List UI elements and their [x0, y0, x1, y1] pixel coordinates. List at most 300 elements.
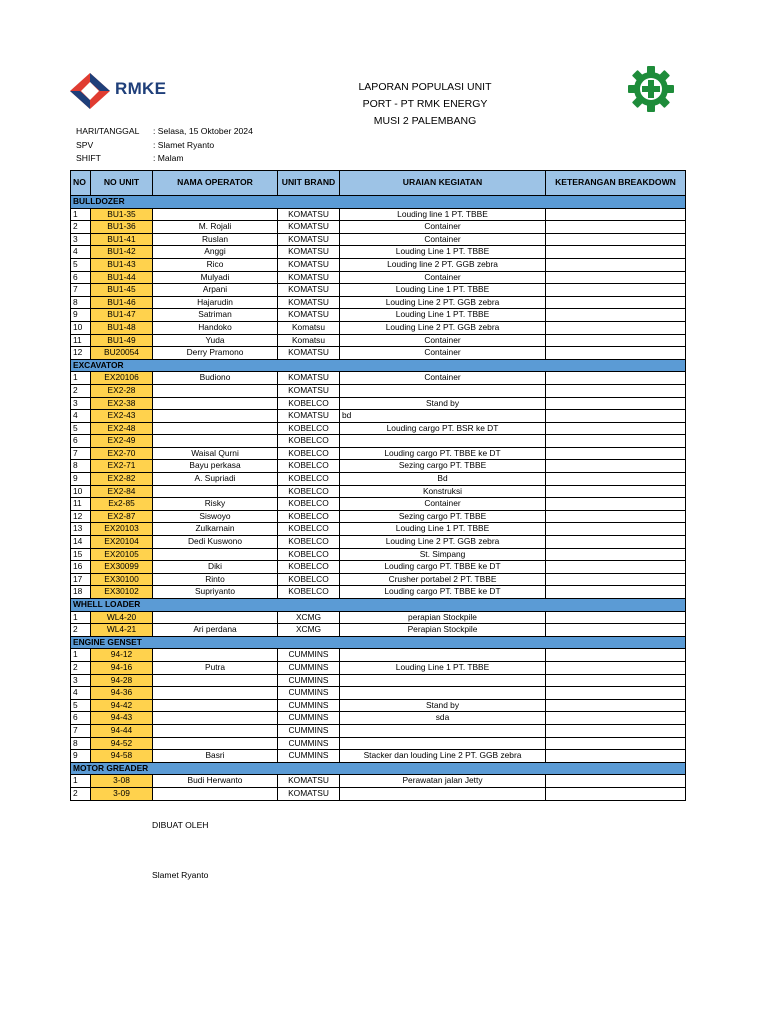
unit-brand-cell: KOBELCO [278, 422, 340, 435]
table-row [71, 422, 686, 435]
unit-brand-cell: KOMATSU [278, 372, 340, 385]
operator-name-cell [153, 410, 278, 423]
breakdown-note-cell [546, 724, 686, 737]
unit-brand-cell: KOBELCO [278, 435, 340, 448]
activity-cell: Stand by [340, 699, 546, 712]
activity-cell: Louding cargo PT. TBBE ke DT [340, 447, 546, 460]
activity-cell: Perapian Stockpile [340, 624, 546, 637]
breakdown-note-cell [546, 271, 686, 284]
breakdown-note-cell [546, 435, 686, 448]
activity-cell [340, 737, 546, 750]
operator-name-cell: Supriyanto [153, 586, 278, 599]
table-row [71, 737, 686, 750]
operator-name-cell: Satriman [153, 309, 278, 322]
unit-number-cell: EX2-87 [91, 510, 153, 523]
unit-brand-cell: XCMG [278, 611, 340, 624]
table-row [71, 208, 686, 221]
activity-cell: Louding line 1 PT. TBBE [340, 208, 546, 221]
activity-cell: Louding Line 1 PT. TBBE [340, 523, 546, 536]
operator-name-cell: Ari perdana [153, 624, 278, 637]
activity-cell: Stand by [340, 397, 546, 410]
company-logo [68, 71, 198, 111]
breakdown-note-cell [546, 750, 686, 763]
section-title: ENGINE GENSET [71, 636, 686, 649]
table-row [71, 510, 686, 523]
breakdown-note-cell [546, 699, 686, 712]
row-number-cell: 1 [71, 775, 91, 788]
unit-brand-cell: KOMATSU [278, 309, 340, 322]
activity-cell: Louding Line 2 PT. GGB zebra [340, 296, 546, 309]
breakdown-note-cell [546, 687, 686, 700]
table-row [71, 258, 686, 271]
unit-brand-cell: KOMATSU [278, 787, 340, 800]
activity-cell [340, 724, 546, 737]
section-title: MOTOR GREADER [71, 762, 686, 775]
row-number-cell: 1 [71, 611, 91, 624]
row-number-cell: 7 [71, 724, 91, 737]
activity-cell: Louding Line 1 PT. TBBE [340, 284, 546, 297]
row-number-cell: 11 [71, 334, 91, 347]
unit-brand-cell: KOMATSU [278, 271, 340, 284]
table-row [71, 498, 686, 511]
unit-number-cell: 94-16 [91, 661, 153, 674]
activity-cell: bd [340, 410, 546, 423]
operator-name-cell [153, 208, 278, 221]
row-number-cell: 5 [71, 258, 91, 271]
signer-name: Slamet Ryanto [152, 870, 209, 880]
table-row [71, 397, 686, 410]
unit-brand-cell: KOBELCO [278, 523, 340, 536]
section-row [71, 196, 686, 209]
breakdown-note-cell [546, 296, 686, 309]
breakdown-note-cell [546, 410, 686, 423]
unit-number-cell: Ex2-85 [91, 498, 153, 511]
section-title: BULLDOZER [71, 196, 686, 209]
row-number-cell: 1 [71, 372, 91, 385]
section-row [71, 762, 686, 775]
unit-brand-cell: KOBELCO [278, 548, 340, 561]
unit-number-cell: EX2-84 [91, 485, 153, 498]
row-number-cell: 2 [71, 384, 91, 397]
section-row [71, 636, 686, 649]
table-row [71, 561, 686, 574]
unit-brand-cell: KOBELCO [278, 485, 340, 498]
unit-number-cell: BU1-46 [91, 296, 153, 309]
table-row [71, 221, 686, 234]
unit-brand-cell: CUMMINS [278, 674, 340, 687]
table-row [71, 586, 686, 599]
activity-cell: Container [340, 334, 546, 347]
unit-number-cell: EX2-49 [91, 435, 153, 448]
operator-name-cell: Waisal Qurni [153, 447, 278, 460]
title-line-3: MUSI 2 PALEMBANG [373, 115, 477, 127]
unit-number-cell: EX2-71 [91, 460, 153, 473]
column-header: KETERANGAN BREAKDOWN [546, 171, 686, 196]
unit-brand-cell: CUMMINS [278, 687, 340, 700]
operator-name-cell: Risky [153, 498, 278, 511]
operator-name-cell: Handoko [153, 321, 278, 334]
row-number-cell: 2 [71, 221, 91, 234]
activity-cell: Louding cargo PT. BSR ke DT [340, 422, 546, 435]
activity-cell: Louding Line 2 PT. GGB zebra [340, 321, 546, 334]
activity-cell: Container [340, 221, 546, 234]
unit-number-cell: 94-44 [91, 724, 153, 737]
operator-name-cell [153, 712, 278, 725]
unit-number-cell: EX2-48 [91, 422, 153, 435]
breakdown-note-cell [546, 661, 686, 674]
table-row [71, 649, 686, 662]
unit-brand-cell: KOMATSU [278, 258, 340, 271]
breakdown-note-cell [546, 674, 686, 687]
operator-name-cell [153, 674, 278, 687]
row-number-cell: 4 [71, 687, 91, 700]
unit-number-cell: 94-12 [91, 649, 153, 662]
activity-cell: Sezing cargo PT. TBBE [340, 460, 546, 473]
breakdown-note-cell [546, 523, 686, 536]
breakdown-note-cell [546, 334, 686, 347]
unit-number-cell: BU20054 [91, 347, 153, 360]
table-row [71, 523, 686, 536]
unit-number-cell: EX30102 [91, 586, 153, 599]
unit-number-cell: EX2-82 [91, 473, 153, 486]
unit-brand-cell: KOMATSU [278, 296, 340, 309]
row-number-cell: 4 [71, 246, 91, 259]
table-body [71, 196, 686, 801]
meta-value: : Malam [153, 153, 184, 163]
unit-number-cell: BU1-44 [91, 271, 153, 284]
table-row [71, 699, 686, 712]
breakdown-note-cell [546, 447, 686, 460]
unit-brand-cell: CUMMINS [278, 737, 340, 750]
activity-cell: Container [340, 271, 546, 284]
unit-number-cell: 94-43 [91, 712, 153, 725]
unit-number-cell: 94-28 [91, 674, 153, 687]
operator-name-cell [153, 724, 278, 737]
meta-label: SHIFT [76, 153, 101, 163]
operator-name-cell: Derry Pramono [153, 347, 278, 360]
row-number-cell: 9 [71, 473, 91, 486]
column-header: NO UNIT [91, 171, 153, 196]
row-number-cell: 8 [71, 296, 91, 309]
table-row [71, 296, 686, 309]
section-title: EXCAVATOR [71, 359, 686, 372]
row-number-cell: 2 [71, 787, 91, 800]
row-number-cell: 10 [71, 321, 91, 334]
breakdown-note-cell [546, 284, 686, 297]
unit-brand-cell: KOMATSU [278, 246, 340, 259]
operator-name-cell: Mulyadi [153, 271, 278, 284]
activity-cell: Stacker dan louding Line 2 PT. GGB zebra [340, 750, 546, 763]
breakdown-note-cell [546, 309, 686, 322]
operator-name-cell [153, 787, 278, 800]
report-title [250, 79, 600, 130]
activity-cell: Louding cargo PT. TBBE ke DT [340, 586, 546, 599]
breakdown-note-cell [546, 221, 686, 234]
table-row [71, 775, 686, 788]
meta-label: SPV [76, 139, 94, 150]
activity-cell: Perawatan jalan Jetty [340, 775, 546, 788]
unit-number-cell: EX2-70 [91, 447, 153, 460]
activity-cell [340, 687, 546, 700]
unit-number-cell: WL4-21 [91, 624, 153, 637]
operator-name-cell [153, 737, 278, 750]
operator-name-cell: Basri [153, 750, 278, 763]
activity-cell [340, 787, 546, 800]
unit-number-cell: BU1-49 [91, 334, 153, 347]
meta-label: HARI/TANGGAL [76, 126, 140, 136]
unit-brand-cell: KOBELCO [278, 573, 340, 586]
activity-cell: Louding Line 1 PT. TBBE [340, 661, 546, 674]
title-line-1: LAPORAN POPULASI UNIT [358, 81, 492, 93]
logo-text: RMKE [115, 79, 167, 98]
activity-cell: Louding line 2 PT. GGB zebra [340, 258, 546, 271]
unit-brand-cell: KOBELCO [278, 536, 340, 549]
row-number-cell: 3 [71, 397, 91, 410]
operator-name-cell: Rinto [153, 573, 278, 586]
row-number-cell: 8 [71, 460, 91, 473]
table-row [71, 750, 686, 763]
unit-number-cell: EX20106 [91, 372, 153, 385]
row-number-cell: 7 [71, 447, 91, 460]
column-header: NO [71, 171, 91, 196]
row-number-cell: 2 [71, 624, 91, 637]
table-row [71, 674, 686, 687]
unit-brand-cell: KOMATSU [278, 284, 340, 297]
breakdown-note-cell [546, 233, 686, 246]
operator-name-cell: Dedi Kuswono [153, 536, 278, 549]
table-row [71, 284, 686, 297]
row-number-cell: 8 [71, 737, 91, 750]
row-number-cell: 9 [71, 309, 91, 322]
breakdown-note-cell [546, 246, 686, 259]
breakdown-note-cell [546, 775, 686, 788]
activity-cell [340, 649, 546, 662]
unit-brand-cell: CUMMINS [278, 661, 340, 674]
unit-brand-cell: KOBELCO [278, 473, 340, 486]
row-number-cell: 3 [71, 233, 91, 246]
unit-number-cell: 94-36 [91, 687, 153, 700]
unit-brand-cell: KOMATSU [278, 221, 340, 234]
made-by-label: DIBUAT OLEH [152, 820, 209, 830]
table-row [71, 485, 686, 498]
table-header-row [71, 171, 686, 196]
unit-number-cell: BU1-36 [91, 221, 153, 234]
breakdown-note-cell [546, 208, 686, 221]
unit-brand-cell: CUMMINS [278, 712, 340, 725]
operator-name-cell [153, 435, 278, 448]
breakdown-note-cell [546, 498, 686, 511]
table-row [71, 309, 686, 322]
table-row [71, 712, 686, 725]
operator-name-cell [153, 384, 278, 397]
k3-safety-gear-icon [627, 65, 675, 113]
activity-cell [340, 674, 546, 687]
activity-cell: Konstruksi [340, 485, 546, 498]
row-number-cell: 5 [71, 699, 91, 712]
section-title: WHELL LOADER [71, 599, 686, 612]
operator-name-cell: Putra [153, 661, 278, 674]
breakdown-note-cell [546, 548, 686, 561]
row-number-cell: 6 [71, 435, 91, 448]
operator-name-cell [153, 649, 278, 662]
section-row [71, 359, 686, 372]
section-row [71, 599, 686, 612]
unit-number-cell: BU1-35 [91, 208, 153, 221]
table-row [71, 447, 686, 460]
row-number-cell: 17 [71, 573, 91, 586]
activity-cell: Bd [340, 473, 546, 486]
row-number-cell: 4 [71, 410, 91, 423]
row-number-cell: 3 [71, 674, 91, 687]
operator-name-cell [153, 548, 278, 561]
row-number-cell: 15 [71, 548, 91, 561]
row-number-cell: 12 [71, 347, 91, 360]
operator-name-cell: Ruslan [153, 233, 278, 246]
breakdown-note-cell [546, 347, 686, 360]
unit-number-cell: 94-42 [91, 699, 153, 712]
operator-name-cell: Diki [153, 561, 278, 574]
table-row [71, 460, 686, 473]
activity-cell: Louding cargo PT. TBBE ke DT [340, 561, 546, 574]
breakdown-note-cell [546, 737, 686, 750]
column-header: URAIAN KEGIATAN [340, 171, 546, 196]
unit-number-cell: WL4-20 [91, 611, 153, 624]
unit-brand-cell: KOBELCO [278, 397, 340, 410]
breakdown-note-cell [546, 787, 686, 800]
table-row [71, 573, 686, 586]
activity-cell: sda [340, 712, 546, 725]
unit-brand-cell: CUMMINS [278, 750, 340, 763]
unit-brand-cell: KOMATSU [278, 775, 340, 788]
unit-number-cell: 94-52 [91, 737, 153, 750]
breakdown-note-cell [546, 536, 686, 549]
table-row [71, 661, 686, 674]
breakdown-note-cell [546, 485, 686, 498]
activity-cell: Container [340, 372, 546, 385]
operator-name-cell: Rico [153, 258, 278, 271]
unit-number-cell: EX2-28 [91, 384, 153, 397]
breakdown-note-cell [546, 573, 686, 586]
unit-brand-cell: CUMMINS [278, 724, 340, 737]
row-number-cell: 2 [71, 661, 91, 674]
operator-name-cell [153, 699, 278, 712]
activity-cell [340, 384, 546, 397]
operator-name-cell: Yuda [153, 334, 278, 347]
breakdown-note-cell [546, 321, 686, 334]
table-row [71, 724, 686, 737]
unit-number-cell: EX30099 [91, 561, 153, 574]
activity-cell: St. Simpang [340, 548, 546, 561]
operator-name-cell: Hajarudin [153, 296, 278, 309]
unit-brand-cell: KOMATSU [278, 208, 340, 221]
unit-number-cell: BU1-45 [91, 284, 153, 297]
row-number-cell: 6 [71, 271, 91, 284]
column-header: UNIT BRAND [278, 171, 340, 196]
table-row [71, 687, 686, 700]
unit-number-cell: EX20104 [91, 536, 153, 549]
unit-number-cell: EX30100 [91, 573, 153, 586]
table-row [71, 334, 686, 347]
activity-cell [340, 435, 546, 448]
row-number-cell: 11 [71, 498, 91, 511]
unit-brand-cell: Komatsu [278, 334, 340, 347]
row-number-cell: 18 [71, 586, 91, 599]
unit-population-table [70, 170, 686, 801]
activity-cell: Sezing cargo PT. TBBE [340, 510, 546, 523]
activity-cell: Louding Line 2 PT. GGB zebra [340, 536, 546, 549]
row-number-cell: 14 [71, 536, 91, 549]
unit-number-cell: BU1-48 [91, 321, 153, 334]
table-row [71, 624, 686, 637]
rmke-logo-icon [68, 71, 112, 111]
unit-brand-cell: KOMATSU [278, 384, 340, 397]
unit-number-cell: BU1-43 [91, 258, 153, 271]
operator-name-cell [153, 485, 278, 498]
title-line-2: PORT - PT RMK ENERGY [362, 98, 488, 110]
table-row [71, 372, 686, 385]
meta-value: : Selasa, 15 Oktober 2024 [153, 126, 253, 136]
operator-name-cell [153, 687, 278, 700]
table-row [71, 384, 686, 397]
breakdown-note-cell [546, 712, 686, 725]
operator-name-cell: Budiono [153, 372, 278, 385]
activity-cell: Louding Line 1 PT. TBBE [340, 309, 546, 322]
row-number-cell: 6 [71, 712, 91, 725]
activity-cell: Container [340, 233, 546, 246]
row-number-cell: 1 [71, 208, 91, 221]
activity-cell: Container [340, 347, 546, 360]
operator-name-cell: Arpani [153, 284, 278, 297]
unit-brand-cell: CUMMINS [278, 699, 340, 712]
table-row [71, 787, 686, 800]
unit-brand-cell: KOMATSU [278, 233, 340, 246]
table-row [71, 321, 686, 334]
breakdown-note-cell [546, 422, 686, 435]
operator-name-cell: Zulkarnain [153, 523, 278, 536]
operator-name-cell: Budi Herwanto [153, 775, 278, 788]
unit-brand-cell: KOBELCO [278, 561, 340, 574]
breakdown-note-cell [546, 372, 686, 385]
row-number-cell: 7 [71, 284, 91, 297]
operator-name-cell: Bayu perkasa [153, 460, 278, 473]
unit-number-cell: 3-09 [91, 787, 153, 800]
column-header: NAMA OPERATOR [153, 171, 278, 196]
row-number-cell: 16 [71, 561, 91, 574]
unit-number-cell: BU1-42 [91, 246, 153, 259]
unit-number-cell: 94-58 [91, 750, 153, 763]
activity-cell: Crusher portabel 2 PT. TBBE [340, 573, 546, 586]
unit-number-cell: 3-08 [91, 775, 153, 788]
table-row [71, 548, 686, 561]
operator-name-cell: Anggi [153, 246, 278, 259]
table-row [71, 271, 686, 284]
table-row [71, 410, 686, 423]
breakdown-note-cell [546, 258, 686, 271]
unit-brand-cell: CUMMINS [278, 649, 340, 662]
unit-brand-cell: Komatsu [278, 321, 340, 334]
unit-brand-cell: XCMG [278, 624, 340, 637]
unit-brand-cell: KOBELCO [278, 510, 340, 523]
breakdown-note-cell [546, 611, 686, 624]
unit-number-cell: EX20103 [91, 523, 153, 536]
meta-value: : Slamet Ryanto [153, 139, 215, 150]
unit-number-cell: BU1-47 [91, 309, 153, 322]
table-row [71, 435, 686, 448]
table-row [71, 233, 686, 246]
row-number-cell: 12 [71, 510, 91, 523]
unit-brand-cell: KOBELCO [278, 460, 340, 473]
unit-brand-cell: KOBELCO [278, 586, 340, 599]
